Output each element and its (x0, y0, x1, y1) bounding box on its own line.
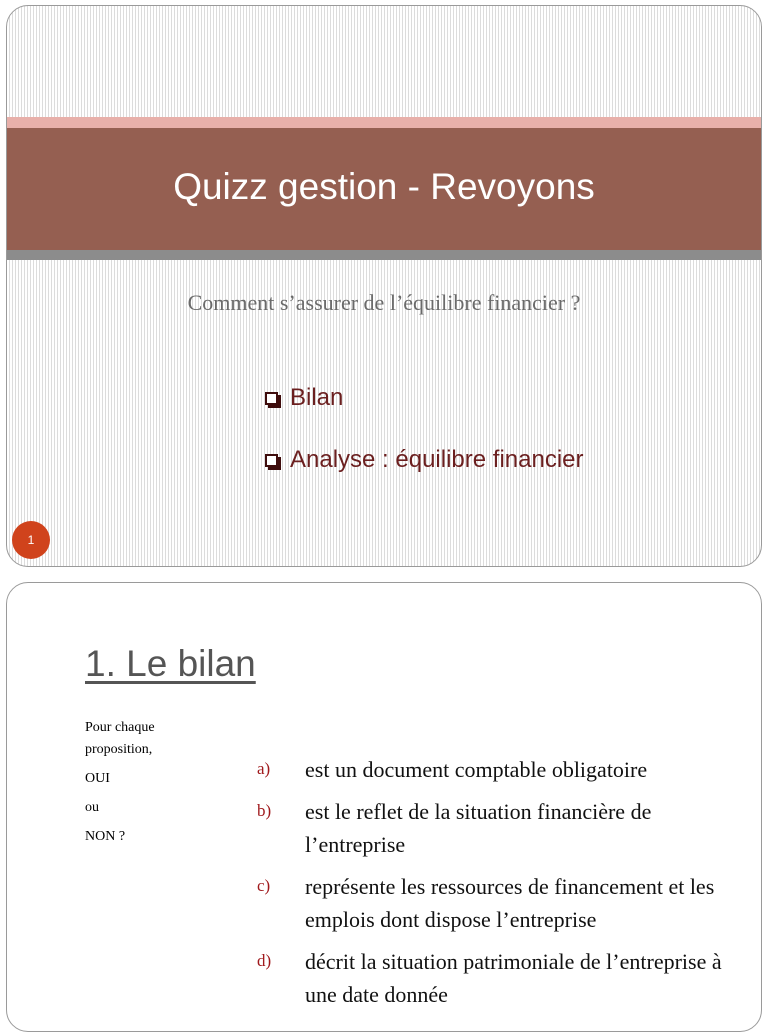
instruction-text (85, 717, 155, 848)
proposition-item (257, 945, 727, 1011)
instruction-line: proposition, (85, 742, 153, 757)
instruction-line: ou (85, 800, 99, 815)
proposition-text: représente les ressources de financement et les emplois dont dispose l’entreprise (305, 874, 715, 932)
slide-2 (6, 582, 762, 1032)
slide-1 (6, 5, 762, 567)
section-heading: 1. Le bilan (85, 643, 256, 684)
proposition-marker: b) (257, 801, 272, 820)
checkbox-square-icon (265, 392, 278, 405)
bullet-label: Analyse : équilibre financier (290, 446, 584, 473)
proposition-item (257, 795, 727, 861)
accent-band (7, 117, 761, 128)
proposition-list (257, 753, 727, 1020)
instruction-line: NON ? (85, 829, 126, 844)
slide-subtitle: Comment s’assurer de l’équilibre financier ? (187, 290, 581, 315)
page-number-badge: 1 (12, 521, 50, 559)
proposition-text: décrit la situation patrimoniale de l’entreprise à une date donnée (305, 949, 722, 1007)
bullet-label: Bilan (290, 384, 344, 411)
instruction-line: Pour chaque (85, 720, 155, 735)
bullet-item (265, 376, 584, 420)
bullet-list (265, 376, 584, 500)
instruction-line: OUI (85, 771, 110, 786)
divider-band (7, 250, 761, 260)
proposition-marker: a) (257, 759, 271, 778)
proposition-text: est un document comptable obligatoire (305, 757, 648, 782)
proposition-marker: c) (257, 876, 271, 895)
proposition-marker: d) (257, 951, 272, 970)
slide-title: Quizz gestion - Revoyons (173, 166, 595, 207)
proposition-item (257, 870, 727, 936)
proposition-item (257, 753, 727, 786)
bullet-item (265, 438, 584, 482)
checkbox-square-icon (265, 454, 278, 467)
proposition-text: est le reflet de la situation financière de l’entreprise (305, 799, 652, 857)
